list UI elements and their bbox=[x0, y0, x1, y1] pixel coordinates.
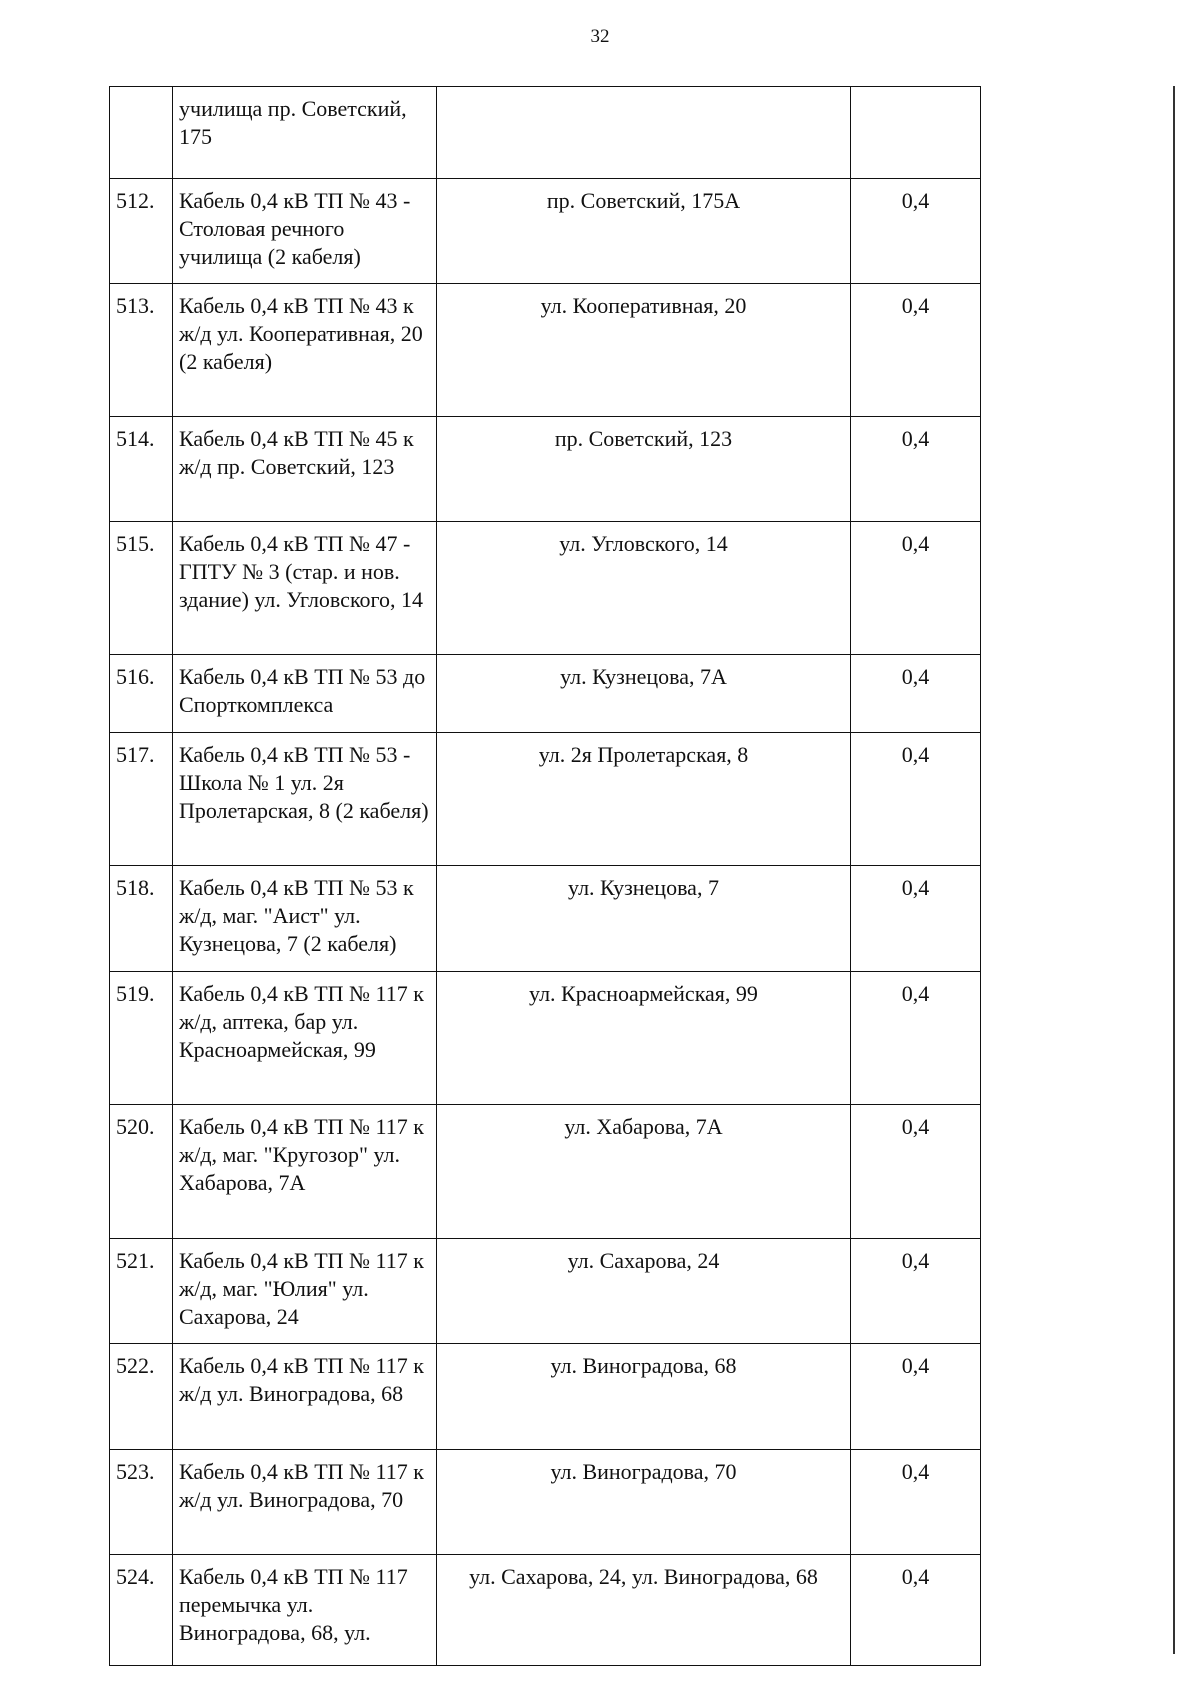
cable-description: Кабель 0,4 кВ ТП № 43 - Столовая речного училища (2 кабеля) bbox=[173, 179, 437, 284]
cable-description: Кабель 0,4 кВ ТП № 117 к ж/д, аптека, бар ул. Красноармейская, 99 bbox=[173, 972, 437, 1105]
cable-voltage: 0,4 bbox=[851, 1105, 981, 1239]
cable-address bbox=[437, 87, 851, 179]
table-row bbox=[110, 522, 981, 655]
cable-description: Кабель 0,4 кВ ТП № 45 к ж/д пр. Советский, 123 bbox=[173, 417, 437, 522]
cable-table-body bbox=[110, 87, 981, 1666]
table-row bbox=[110, 655, 981, 733]
cable-voltage: 0,4 bbox=[851, 655, 981, 733]
cable-voltage: 0,4 bbox=[851, 522, 981, 655]
cable-description: Кабель 0,4 кВ ТП № 117 к ж/д, маг. "Кругозор" ул. Хабарова, 7А bbox=[173, 1105, 437, 1239]
cable-voltage: 0,4 bbox=[851, 1450, 981, 1555]
cable-description: Кабель 0,4 кВ ТП № 117 к ж/д, маг. "Юлия" ул. Сахарова, 24 bbox=[173, 1239, 437, 1344]
row-number: 515. bbox=[110, 522, 173, 655]
row-number: 514. bbox=[110, 417, 173, 522]
cable-voltage: 0,4 bbox=[851, 866, 981, 972]
cable-voltage: 0,4 bbox=[851, 179, 981, 284]
cable-address: ул. Кооперативная, 20 bbox=[437, 284, 851, 417]
row-number: 513. bbox=[110, 284, 173, 417]
cable-address: ул. Сахарова, 24, ул. Виноградова, 68 bbox=[437, 1555, 851, 1666]
cable-address: ул. 2я Пролетарская, 8 bbox=[437, 733, 851, 866]
row-number: 520. bbox=[110, 1105, 173, 1239]
cable-voltage: 0,4 bbox=[851, 1239, 981, 1344]
table-row bbox=[110, 1344, 981, 1450]
table-row bbox=[110, 1239, 981, 1344]
table-row bbox=[110, 284, 981, 417]
row-number: 512. bbox=[110, 179, 173, 284]
table-row bbox=[110, 179, 981, 284]
cable-address: пр. Советский, 175А bbox=[437, 179, 851, 284]
cable-description: училища пр. Советский, 175 bbox=[173, 87, 437, 179]
table-row bbox=[110, 1555, 981, 1666]
cable-voltage: 0,4 bbox=[851, 1555, 981, 1666]
cable-address: ул. Кузнецова, 7А bbox=[437, 655, 851, 733]
cable-description: Кабель 0,4 кВ ТП № 117 к ж/д ул. Виноградова, 70 bbox=[173, 1450, 437, 1555]
row-number bbox=[110, 87, 173, 179]
cable-description: Кабель 0,4 кВ ТП № 47 - ГПТУ № 3 (стар. и нов. здание) ул. Угловского, 14 bbox=[173, 522, 437, 655]
row-number: 522. bbox=[110, 1344, 173, 1450]
table-row bbox=[110, 1450, 981, 1555]
cable-description: Кабель 0,4 кВ ТП № 117 перемычка ул. Виноградова, 68, ул. bbox=[173, 1555, 437, 1666]
row-number: 519. bbox=[110, 972, 173, 1105]
cable-description: Кабель 0,4 кВ ТП № 43 к ж/д ул. Кооперативная, 20 (2 кабеля) bbox=[173, 284, 437, 417]
table-row bbox=[110, 87, 981, 179]
table-row bbox=[110, 417, 981, 522]
cable-table bbox=[109, 86, 981, 1666]
cable-description: Кабель 0,4 кВ ТП № 117 к ж/д ул. Виноградова, 68 bbox=[173, 1344, 437, 1450]
table-row bbox=[110, 972, 981, 1105]
cable-description: Кабель 0,4 кВ ТП № 53 до Спорткомплекса bbox=[173, 655, 437, 733]
cable-address: пр. Советский, 123 bbox=[437, 417, 851, 522]
row-number: 523. bbox=[110, 1450, 173, 1555]
table-row bbox=[110, 866, 981, 972]
cable-address: ул. Виноградова, 68 bbox=[437, 1344, 851, 1450]
page-number: 32 bbox=[590, 26, 610, 47]
cable-address: ул. Виноградова, 70 bbox=[437, 1450, 851, 1555]
table-row bbox=[110, 733, 981, 866]
cable-voltage: 0,4 bbox=[851, 417, 981, 522]
row-number: 516. bbox=[110, 655, 173, 733]
cable-address: ул. Сахарова, 24 bbox=[437, 1239, 851, 1344]
cable-voltage: 0,4 bbox=[851, 1344, 981, 1450]
cable-voltage: 0,4 bbox=[851, 284, 981, 417]
cable-description: Кабель 0,4 кВ ТП № 53 к ж/д, маг. "Аист" ул. Кузнецова, 7 (2 кабеля) bbox=[173, 866, 437, 972]
cable-address: ул. Кузнецова, 7 bbox=[437, 866, 851, 972]
cable-voltage: 0,4 bbox=[851, 972, 981, 1105]
table-row bbox=[110, 1105, 981, 1239]
cable-voltage bbox=[851, 87, 981, 179]
cable-address: ул. Хабарова, 7А bbox=[437, 1105, 851, 1239]
row-number: 521. bbox=[110, 1239, 173, 1344]
margin-rule bbox=[1173, 86, 1175, 1654]
row-number: 524. bbox=[110, 1555, 173, 1666]
row-number: 518. bbox=[110, 866, 173, 972]
cable-address: ул. Угловского, 14 bbox=[437, 522, 851, 655]
cable-voltage: 0,4 bbox=[851, 733, 981, 866]
cable-description: Кабель 0,4 кВ ТП № 53 - Школа № 1 ул. 2я Пролетарская, 8 (2 кабеля) bbox=[173, 733, 437, 866]
cable-address: ул. Красноармейская, 99 bbox=[437, 972, 851, 1105]
row-number: 517. bbox=[110, 733, 173, 866]
